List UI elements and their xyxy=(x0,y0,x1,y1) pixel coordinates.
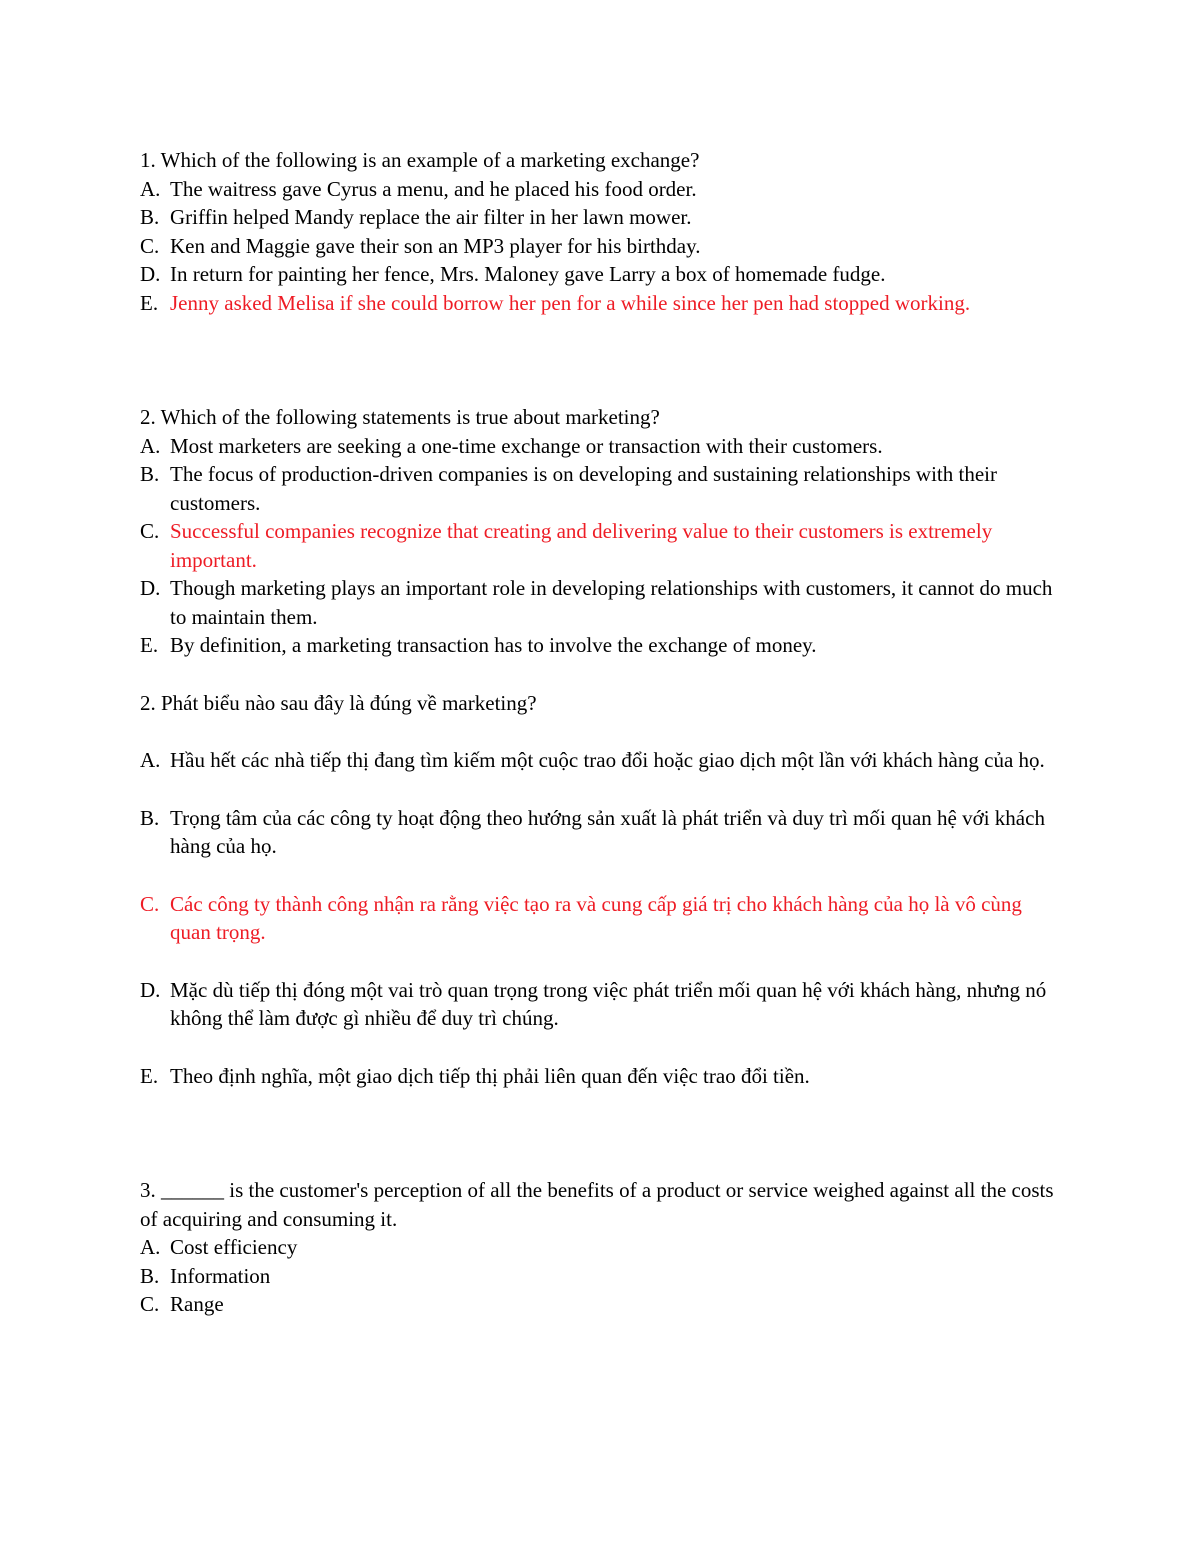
option-letter: E. xyxy=(140,1063,159,1088)
option-letter: A. xyxy=(140,748,161,772)
option-letter: A. xyxy=(140,1235,161,1259)
question-1 xyxy=(140,146,1060,317)
option-text: Ken and Maggie gave their son an MP3 player for his birthday. xyxy=(170,233,701,258)
option-text: Information xyxy=(170,1263,271,1288)
question-3 xyxy=(140,1176,1060,1319)
correct-answer-text: Các công ty thành công nhận ra rằng việc tạo ra và cung cấp giá trị cho khách hàng của họ là vô cùng quan trọng. xyxy=(170,891,1022,944)
q3-option-c xyxy=(140,1290,1060,1319)
q2-vn-option-a xyxy=(140,746,1060,775)
option-letter: D. xyxy=(140,262,161,286)
option-letter: D. xyxy=(140,977,161,1002)
q2-vn-option-d xyxy=(140,976,1060,1033)
q1-option-d xyxy=(140,260,1060,289)
option-letter: B. xyxy=(140,462,160,486)
question-1-text: 1. Which of the following is an example of a marketing exchange? xyxy=(140,148,700,172)
option-letter: B. xyxy=(140,805,160,830)
option-text: In return for painting her fence, Mrs. Maloney gave Larry a box of homemade fudge. xyxy=(170,262,886,286)
option-letter: D. xyxy=(140,576,161,600)
question-2-vietnamese xyxy=(140,689,1060,1091)
q2-option-a xyxy=(140,432,1060,461)
option-text: By definition, a marketing transaction has to involve the exchange of money. xyxy=(170,633,817,657)
option-letter: C. xyxy=(140,1292,160,1316)
option-text: Theo định nghĩa, một giao dịch tiếp thị phải liên quan đến việc trao đổi tiền. xyxy=(170,1063,810,1088)
question-2-text: 2. Which of the following statements is true about marketing? xyxy=(140,405,660,429)
option-text: The waitress gave Cyrus a menu, and he placed his food order. xyxy=(170,176,697,201)
q2-vn-option-b xyxy=(140,804,1060,861)
q1-option-c xyxy=(140,232,1060,261)
option-letter: B. xyxy=(140,1263,160,1288)
option-text: Though marketing plays an important role in developing relationships with customers, it cannot do much to maintain them. xyxy=(170,576,1053,629)
document-page xyxy=(140,146,1060,1319)
q2-vn-option-e xyxy=(140,1062,1060,1091)
q3-option-a xyxy=(140,1233,1060,1262)
option-letter: E. xyxy=(140,290,159,315)
option-letter: C. xyxy=(140,519,160,543)
question-2-vn-text: 2. Phát biểu nào sau đây là đúng về marketing? xyxy=(140,690,537,715)
q2-vn-option-c-correct xyxy=(140,890,1060,947)
option-text: Cost efficiency xyxy=(170,1235,298,1259)
option-letter: A. xyxy=(140,433,161,458)
q3-option-b xyxy=(140,1262,1060,1291)
option-text: Griffin helped Mandy replace the air filter in her lawn mower. xyxy=(170,205,692,229)
option-letter: B. xyxy=(140,205,160,229)
option-letter: E. xyxy=(140,633,159,657)
q2-option-c-correct xyxy=(140,517,1060,574)
q1-option-b xyxy=(140,203,1060,232)
option-text: Range xyxy=(170,1292,224,1316)
correct-answer-text: Jenny asked Melisa if she could borrow her pen for a while since her pen had stopped working. xyxy=(170,290,971,315)
q2-option-d xyxy=(140,574,1060,631)
q2-option-b xyxy=(140,460,1060,517)
option-text: Mặc dù tiếp thị đóng một vai trò quan trọng trong việc phát triển mối quan hệ với khách hàng, nhưng nó không thể làm được gì nhiều để duy trì chúng. xyxy=(170,977,1047,1030)
question-2 xyxy=(140,403,1060,660)
option-letter: C. xyxy=(140,891,160,916)
option-text: The focus of production-driven companies is on developing and sustaining relationships with their customers. xyxy=(170,462,997,515)
option-text: Most marketers are seeking a one-time exchange or transaction with their customers. xyxy=(170,433,883,458)
q1-option-e-correct xyxy=(140,289,1060,318)
question-3-text: 3. ______ is the customer's perception of all the benefits of a product or service weighed against all the costs of acquiring and consuming it. xyxy=(140,1178,1054,1231)
q1-option-a xyxy=(140,175,1060,204)
option-text: Hầu hết các nhà tiếp thị đang tìm kiếm một cuộc trao đổi hoặc giao dịch một lần với khách hàng của họ. xyxy=(170,748,1045,772)
q2-option-e xyxy=(140,631,1060,660)
correct-answer-text: Successful companies recognize that creating and delivering value to their customers is extremely important. xyxy=(170,519,993,572)
option-text: Trọng tâm của các công ty hoạt động theo hướng sản xuất là phát triển và duy trì mối quan hệ với khách hàng của họ. xyxy=(170,805,1045,858)
option-letter: C. xyxy=(140,233,160,258)
option-letter: A. xyxy=(140,176,161,201)
